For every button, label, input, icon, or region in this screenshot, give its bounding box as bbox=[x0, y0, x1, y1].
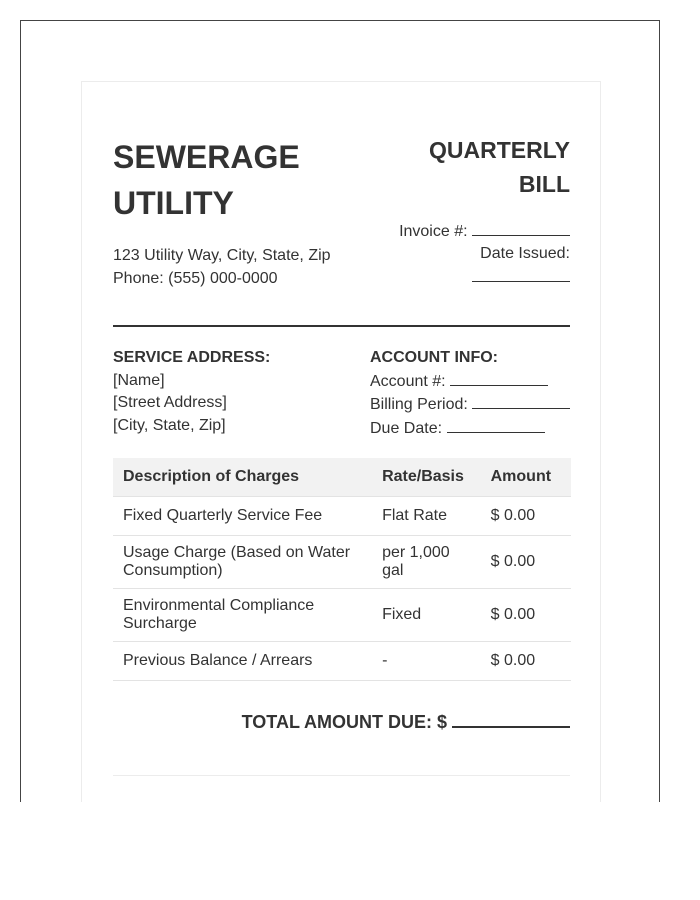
billing-period-label: Billing Period: bbox=[370, 396, 468, 413]
invoice-blank[interactable] bbox=[472, 220, 570, 236]
row-amount: $ 0.00 bbox=[481, 589, 571, 642]
date-issued-blank[interactable] bbox=[472, 265, 570, 282]
invoice-meta bbox=[370, 220, 570, 282]
date-issued-label: Date Issued: bbox=[480, 245, 570, 262]
row-description: Usage Charge (Based on Water Consumption) bbox=[113, 536, 372, 589]
billing-period-blank[interactable] bbox=[472, 393, 570, 409]
service-address bbox=[113, 347, 270, 437]
account-info bbox=[370, 347, 570, 440]
header-amount: Amount bbox=[481, 458, 571, 497]
row-description: Environmental Compliance Surcharge bbox=[113, 589, 372, 642]
header-description: Description of Charges bbox=[113, 458, 372, 497]
charges-table bbox=[113, 458, 571, 681]
account-number-label: Account #: bbox=[370, 372, 446, 390]
row-description: Previous Balance / Arrears bbox=[113, 642, 372, 681]
company-name: SEWERAGE UTILITY bbox=[113, 139, 300, 221]
table-row bbox=[113, 536, 571, 589]
header-divider bbox=[113, 325, 570, 327]
company-address: 123 Utility Way, City, State, Zip bbox=[113, 247, 331, 264]
row-rate: Flat Rate bbox=[372, 497, 481, 536]
invoice-label: Invoice #: bbox=[399, 223, 468, 240]
due-date-blank[interactable] bbox=[447, 417, 545, 433]
row-amount: $ 0.00 bbox=[481, 536, 571, 589]
company-phone: Phone: (555) 000-0000 bbox=[113, 270, 278, 287]
total-blank[interactable] bbox=[452, 708, 570, 728]
row-amount: $ 0.00 bbox=[481, 497, 571, 536]
table-header-row bbox=[113, 458, 571, 497]
row-amount: $ 0.00 bbox=[481, 642, 571, 681]
page-frame bbox=[20, 20, 660, 802]
bill-document bbox=[81, 81, 601, 802]
service-heading: SERVICE ADDRESS: bbox=[113, 349, 271, 366]
total-label: TOTAL AMOUNT DUE: $ bbox=[241, 712, 447, 732]
table-row bbox=[113, 589, 571, 642]
company-contact bbox=[113, 244, 331, 290]
total-due bbox=[113, 708, 570, 733]
account-heading: ACCOUNT INFO: bbox=[370, 349, 498, 366]
service-street: [Street Address] bbox=[113, 394, 227, 411]
row-description: Fixed Quarterly Service Fee bbox=[113, 497, 372, 536]
row-rate: Fixed bbox=[372, 589, 481, 642]
service-name: [Name] bbox=[113, 371, 165, 389]
row-rate: - bbox=[372, 642, 481, 681]
service-city: [City, State, Zip] bbox=[113, 416, 226, 434]
row-rate: per 1,000 gal bbox=[372, 536, 481, 589]
due-date-label: Due Date: bbox=[370, 419, 443, 437]
bill-title: QUARTERLY BILL bbox=[429, 137, 570, 197]
table-row bbox=[113, 497, 571, 536]
header-rate: Rate/Basis bbox=[372, 458, 481, 497]
footer-divider bbox=[113, 775, 570, 776]
account-number-blank[interactable] bbox=[450, 370, 548, 386]
table-row bbox=[113, 642, 571, 681]
